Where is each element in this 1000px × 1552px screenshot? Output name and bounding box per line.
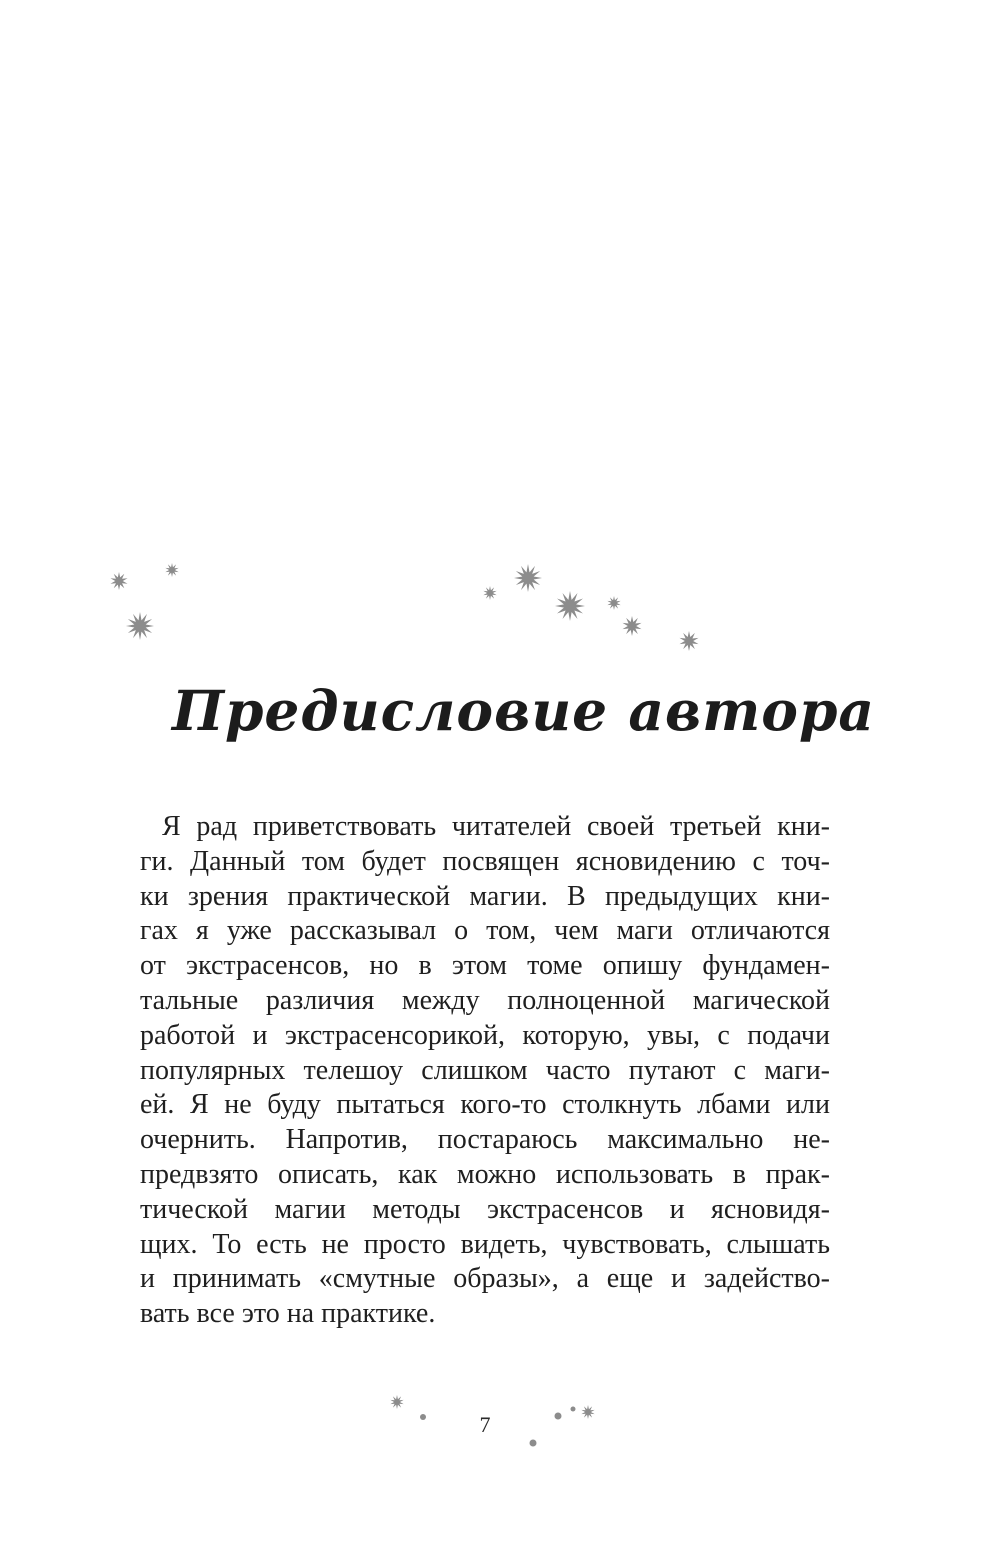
paragraph-line: тической магии методы экстрасенсов и ясновидя- (140, 1193, 830, 1225)
paragraph-line: ки зрения практической магии. В предыдущих кни- (140, 880, 830, 912)
paragraph-line: очернить. Напротив, постараюсь максимально не- (140, 1124, 830, 1156)
paragraph-line: ей. Я не буду пытаться кого-то столкнуть лбами или (140, 1089, 830, 1121)
star-icon (581, 1405, 594, 1419)
star-icon (165, 563, 178, 577)
page-number: 7 (479, 1412, 491, 1437)
paragraph-line: тальные различия между полноценной магической (140, 984, 830, 1016)
paragraph-line: предвзято описать, как можно использовать в прак- (140, 1158, 830, 1190)
star-icon (514, 564, 542, 592)
dot-ornament (530, 1440, 537, 1447)
star-icon (110, 572, 127, 590)
paragraph-line: работой и экстрасенсорикой, которую, увы, с подачи (140, 1019, 830, 1051)
star-icon (483, 586, 496, 600)
star-icon (607, 596, 620, 610)
star-icon (679, 631, 698, 651)
paragraph-line: и принимать «смутные образы», а еще и задейство- (140, 1263, 830, 1295)
paragraph-line: популярных телешоу слишком часто путают с маги- (140, 1054, 830, 1086)
paragraph-line: ги. Данный том будет посвящен ясновидению с точ- (140, 845, 830, 877)
paragraph-line: Я рад приветствовать читателей своей третьей кни- (162, 811, 830, 842)
paragraph-line: гах я уже рассказывал о том, чем маги отличаются (140, 915, 830, 947)
paragraph-line: щих. То есть не просто видеть, чувствовать, слышать (140, 1228, 830, 1260)
preface-paragraph (140, 810, 830, 1332)
paragraph-line: вать все это на практике. (140, 1298, 436, 1330)
star-icon (555, 591, 585, 621)
dot-ornament (555, 1413, 562, 1420)
chapter-title: Предисловие автора (172, 678, 876, 743)
star-icon (390, 1395, 403, 1409)
dot-ornament (420, 1414, 426, 1420)
paragraph-line: от экстрасенсов, но в этом томе опишу фундамен- (140, 950, 830, 982)
star-icon (126, 612, 154, 640)
dot-ornament (571, 1407, 576, 1412)
star-icon (622, 616, 641, 636)
